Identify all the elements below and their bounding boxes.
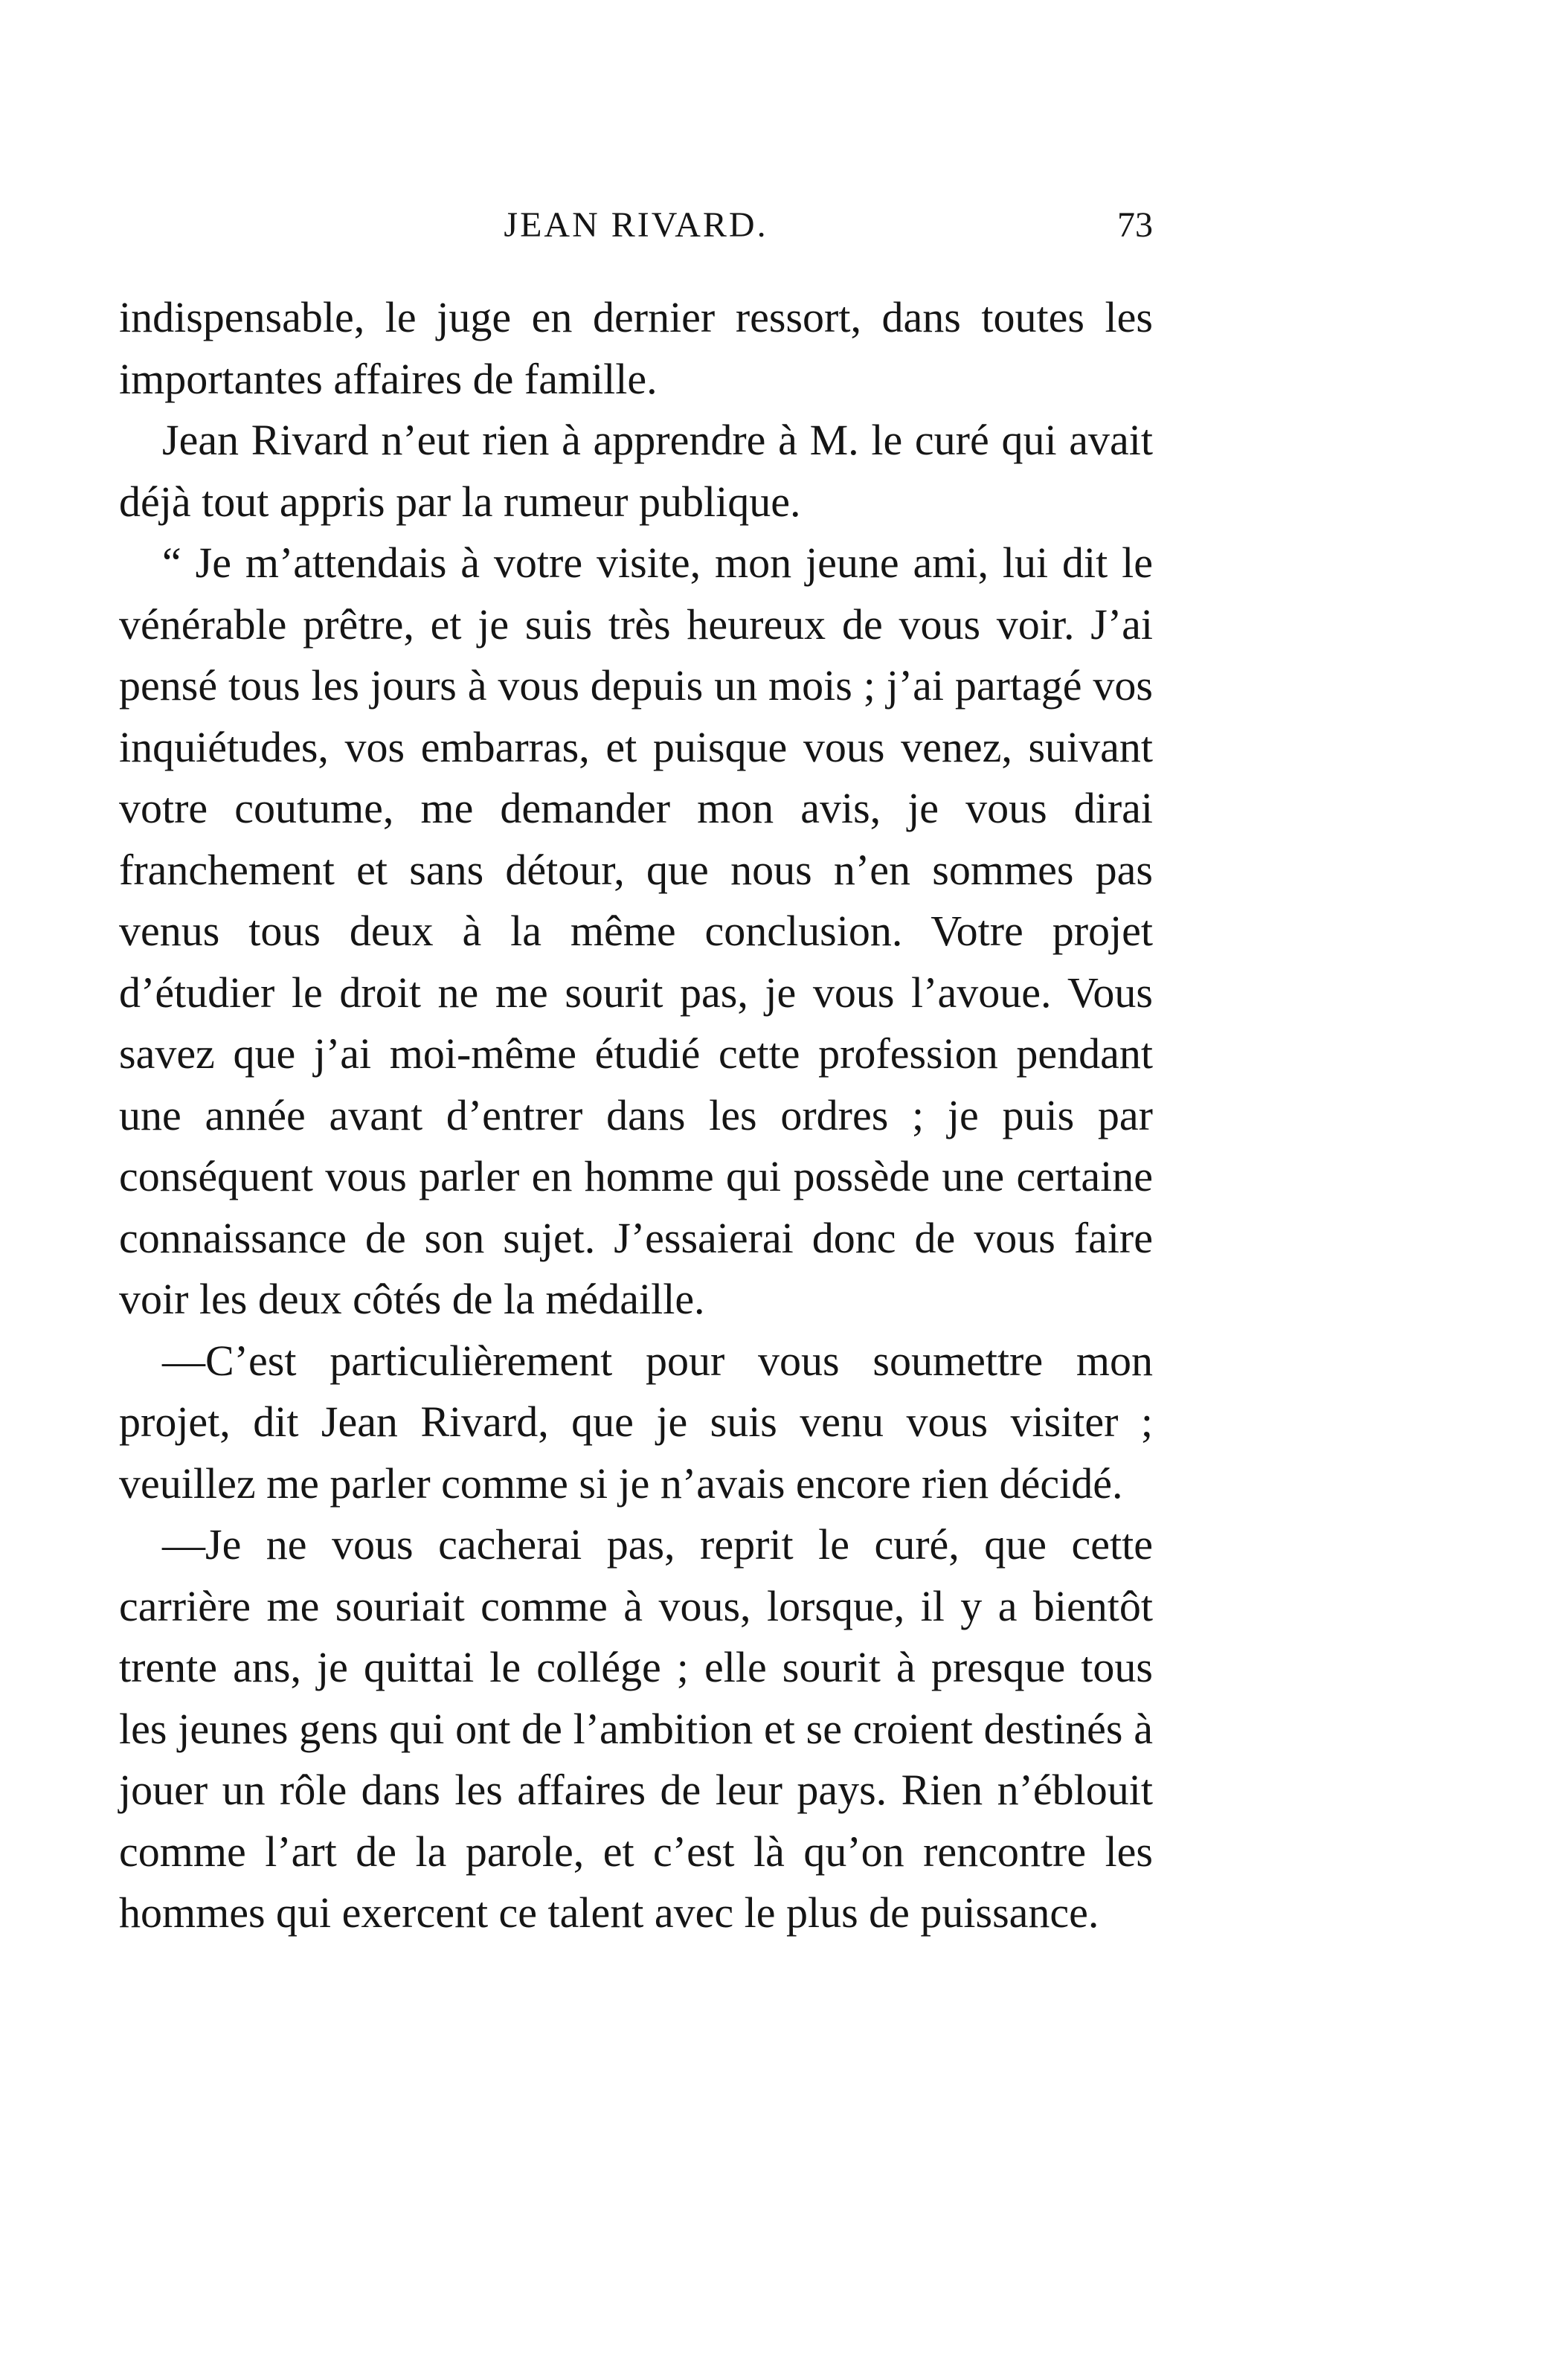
paragraph: —C’est particulièrement pour vous soumettre mon projet, dit Jean Rivard, que je suis venu vous visiter ; veuillez me parler comme si je n’avais encore rien décidé. bbox=[119, 1336, 1153, 1508]
running-head bbox=[119, 199, 1153, 251]
page-number: 73 bbox=[1117, 205, 1153, 245]
paragraph: Jean Rivard n’eut rien à apprendre à M. le curé qui avait déjà tout appris par la rumeur publique. bbox=[119, 416, 1153, 526]
body-text bbox=[119, 287, 1153, 1944]
running-title: JEAN RIVARD. bbox=[504, 205, 768, 245]
paragraph: —Je ne vous cacherai pas, reprit le curé, que cette carrière me souriait comme à vous, lorsque, il y a bientôt trente ans, je quittai le collége ; elle sourit à presque tous les jeunes gens qui ont de l’ambition et se croient destinés à jouer un rôle dans les affaires de leur pays. Rien n’éblouit comme l’art de la parole, et c’est là qu’on rencontre les hommes qui exercent ce talent avec le plus de puissance. bbox=[119, 1520, 1153, 1937]
paragraph-continuation: indispensable, le juge en dernier ressort, dans toutes les importantes affaires de famille. bbox=[119, 293, 1153, 403]
paragraph: “ Je m’attendais à votre visite, mon jeune ami, lui dit le vénérable prêtre, et je suis très heureux de vous voir. J’ai pensé tous les jours à vous depuis un mois ; j’ai partagé vos inquiétudes, vos embarras, et puisque vous venez, suivant votre coutume, me demander mon avis, je vous dirai franchement et sans détour, que nous n’en sommes pas venus tous deux à la même conclusion. Votre projet d’étudier le droit ne me sourit pas, je vous l’avoue. Vous savez que j’ai moi-même étudié cette profession pendant une année avant d’entrer dans les ordres ; je puis par conséquent vous parler en homme qui possède une certaine connaissance de son sujet. J’essaierai donc de vous faire voir les deux côtés de la médaille. bbox=[119, 538, 1153, 1323]
